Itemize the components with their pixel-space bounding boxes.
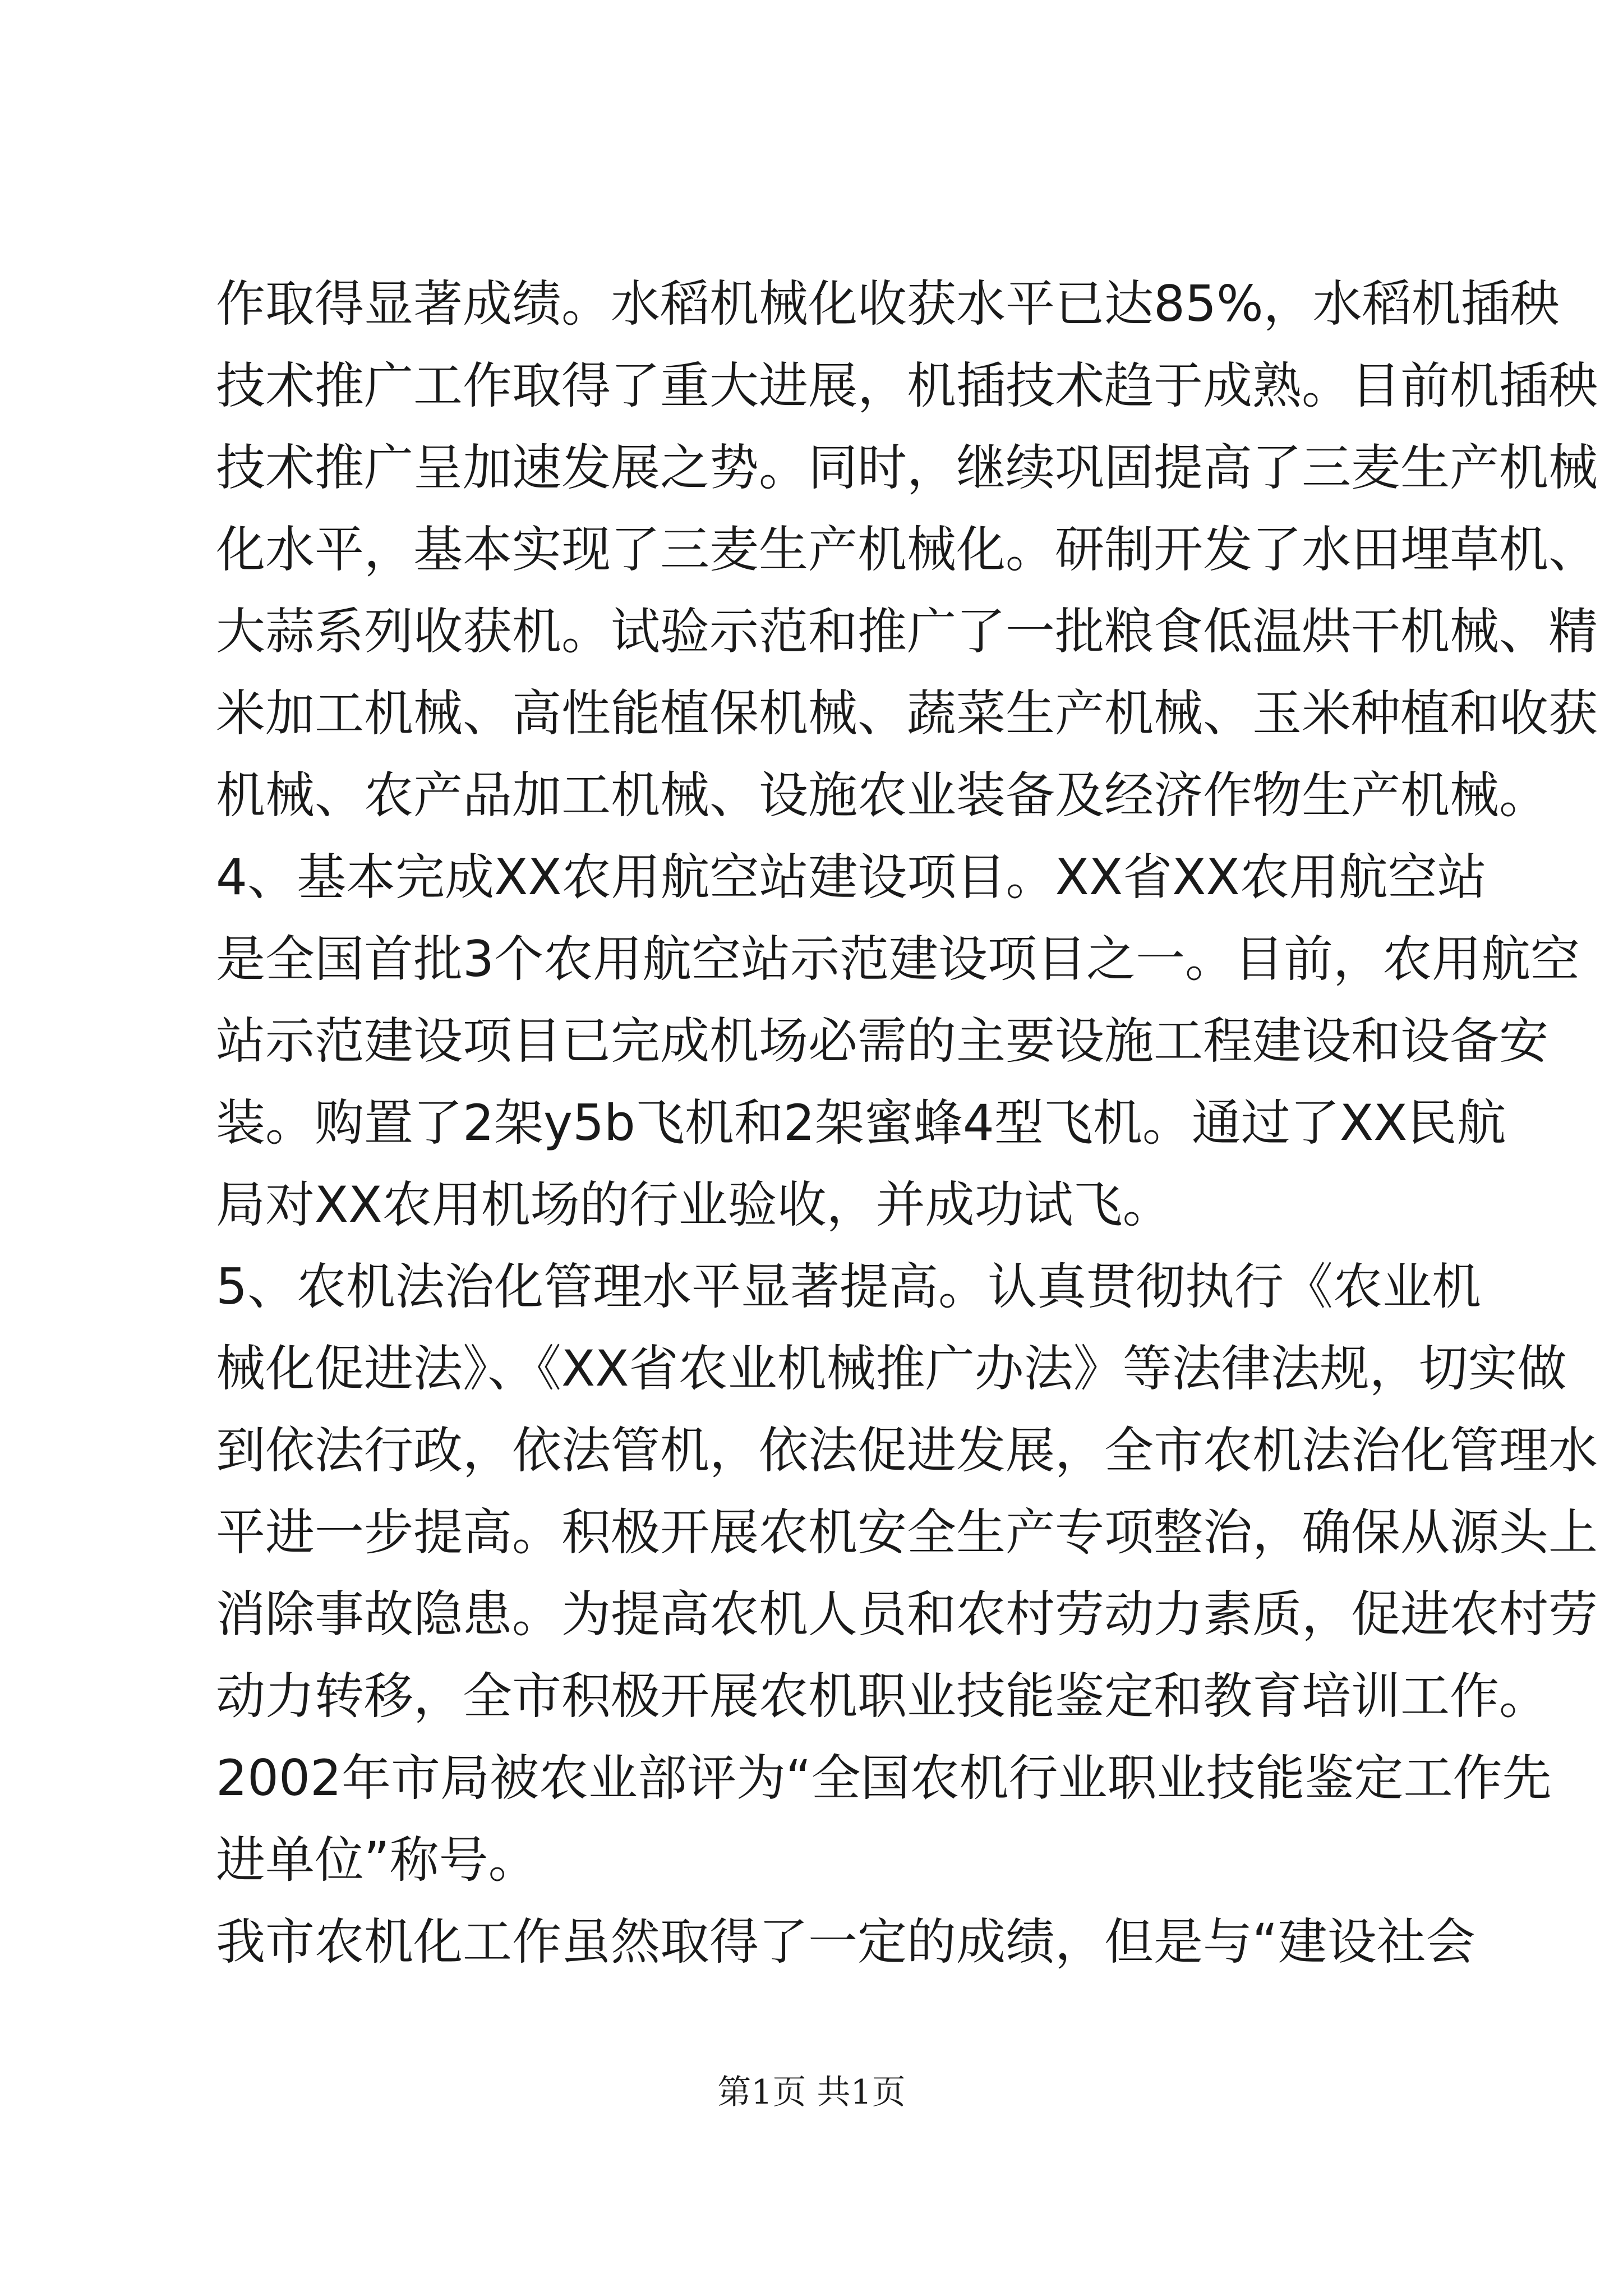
- text-line: 2002年市局被农业部评为“全国农机行业职业技能鉴定工作先: [216, 1749, 1552, 1807]
- paragraph-start-line: 5、农机法治化管理水平显著提高。认真贯彻执行《农业机: [216, 1258, 1481, 1315]
- text-line: 消除事故隐患。为提高农机人员和农村劳动力素质，促进农村劳: [216, 1585, 1598, 1643]
- text-line: 平进一步提高。积极开展农机安全生产专项整治，确保从源头上: [216, 1503, 1598, 1561]
- page-footer: [0, 2070, 1623, 2115]
- text-line: 米加工机械、高性能植保机械、蔬菜生产机械、玉米种植和收获: [216, 684, 1598, 742]
- text-line: 局对XX农用机场的行业验收，并成功试飞。: [216, 1176, 1172, 1234]
- paragraph-start-line: 4、基本完成XX农用航空站建设项目。XX省XX农用航空站: [216, 848, 1487, 906]
- text-line: 是全国首批3个农用航空站示范建设项目之一。目前，农用航空: [216, 930, 1580, 988]
- text-line: 机械、农产品加工机械、设施农业装备及经济作物生产机械。: [216, 766, 1549, 824]
- text-line: 站示范建设项目已完成机场必需的主要设施工程建设和设备安: [216, 1012, 1549, 1070]
- text-line: 技术推广呈加速发展之势。同时，继续巩固提高了三麦生产机械: [216, 439, 1598, 496]
- text-line: 作取得显著成绩。水稻机械化收获水平已达85%，水稻机插秧: [216, 275, 1560, 333]
- text-line: 大蒜系列收获机。试验示范和推广了一批粮食低温烘干机械、精: [216, 602, 1598, 660]
- text-line: 械化促进法》、《XX省农业机械推广办法》等法律法规，切实做: [216, 1340, 1567, 1397]
- page-number-label: 第1页 共1页: [717, 2073, 906, 2112]
- text-line: 到依法行政，依法管机，依法促进发展，全市农机法治化管理水: [216, 1421, 1598, 1479]
- text-line: 化水平，基本实现了三麦生产机械化。研制开发了水田埋草机、: [216, 521, 1598, 578]
- text-line: 进单位”称号。: [216, 1831, 538, 1889]
- text-line: 装。购置了2架y5b飞机和2架蜜蜂4型飞机。通过了XX民航: [216, 1094, 1506, 1152]
- text-line: 技术推广工作取得了重大进展，机插技术趋于成熟。目前机插秧: [216, 357, 1598, 415]
- text-line: 动力转移，全市积极开展农机职业技能鉴定和教育培训工作。: [216, 1667, 1549, 1725]
- paragraph-start-line: 我市农机化工作虽然取得了一定的成绩，但是与“建设社会: [216, 1913, 1476, 1971]
